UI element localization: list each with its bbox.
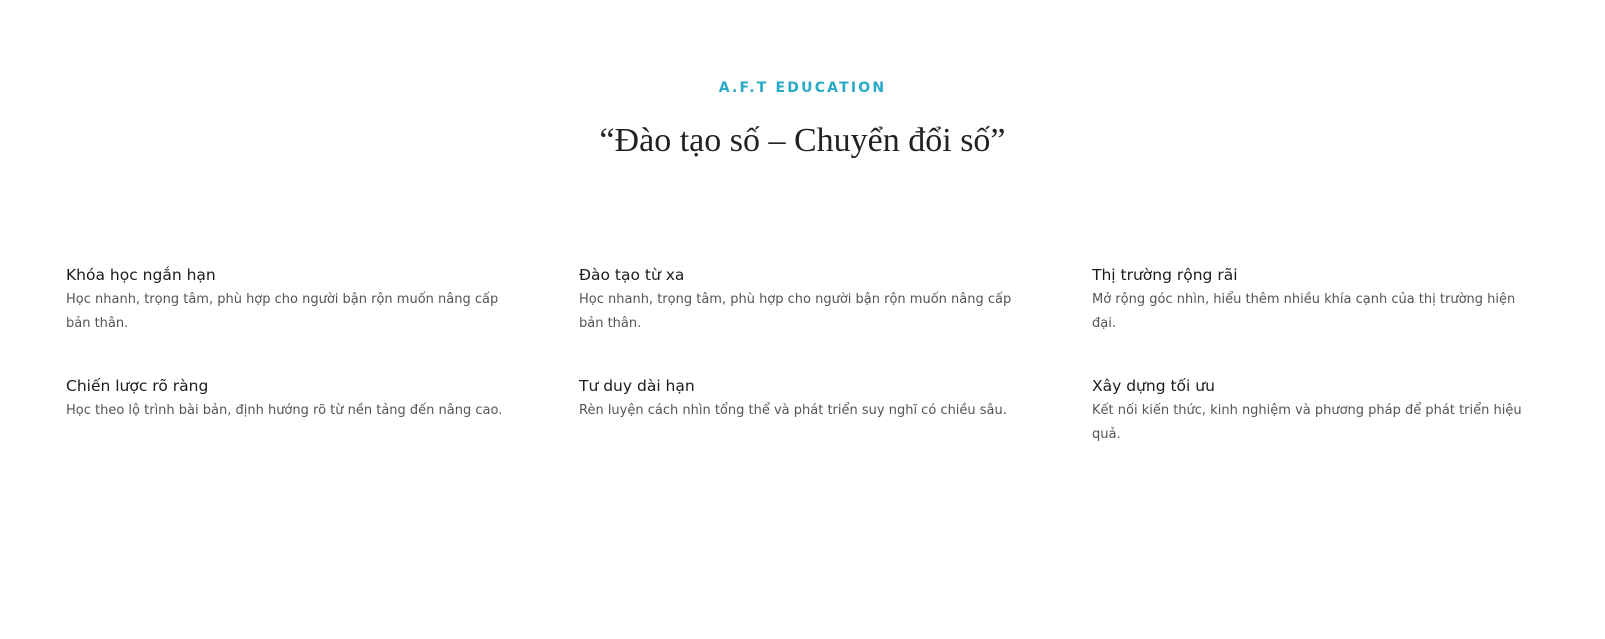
feature-item-clear-strategy (66, 376, 506, 447)
feature-item-long-term-thinking (579, 376, 1019, 447)
feature-title: Thị trường rộng rãi (1092, 266, 1238, 284)
feature-item-wide-market (1092, 265, 1532, 336)
feature-description: Học nhanh, trọng tâm, phù hợp cho người bận rộn muốn nâng cấp bản thân. (66, 292, 499, 331)
feature-item-short-courses (66, 265, 506, 336)
feature-item-remote-training (579, 265, 1019, 336)
feature-description: Mở rộng góc nhìn, hiểu thêm nhiều khía cạnh của thị trường hiện đại. (1092, 292, 1516, 331)
feature-description: Học theo lộ trình bài bản, định hướng rõ từ nền tảng đến nâng cao. (66, 403, 503, 418)
feature-title: Đào tạo từ xa (579, 266, 685, 284)
features-grid (66, 265, 1546, 447)
feature-description: Rèn luyện cách nhìn tổng thể và phát triển suy nghĩ có chiều sâu. (579, 403, 1007, 418)
feature-title: Tư duy dài hạn (579, 377, 695, 395)
feature-description: Kết nối kiến thức, kinh nghiệm và phương pháp để phát triển hiệu quả. (1092, 403, 1522, 442)
feature-title: Khóa học ngắn hạn (66, 266, 216, 284)
feature-title: Xây dựng tối ưu (1092, 377, 1215, 395)
feature-description: Học nhanh, trọng tâm, phù hợp cho người bận rộn muốn nâng cấp bản thân. (579, 292, 1012, 331)
section-eyebrow: A.F.T EDUCATION (718, 80, 887, 96)
section-headline: “Đào tạo số – Chuyển đổi số” (599, 122, 1006, 159)
feature-item-optimal-building (1092, 376, 1532, 447)
feature-title: Chiến lược rõ ràng (66, 377, 209, 395)
